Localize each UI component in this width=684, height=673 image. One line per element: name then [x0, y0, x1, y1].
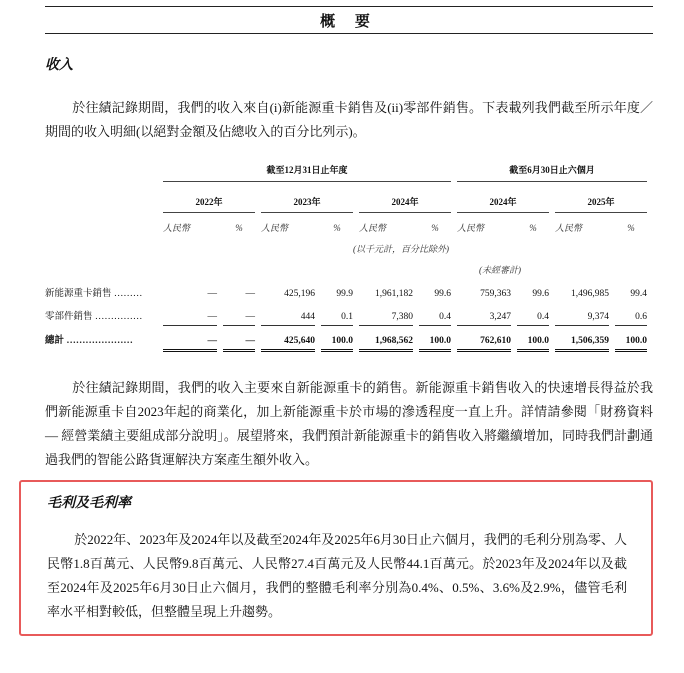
table-cell: 100.0	[419, 335, 451, 352]
income-heading: 收入	[45, 58, 73, 73]
table-cell: 1,968,562	[359, 335, 413, 352]
column-header-rmb: 人民幣	[555, 223, 583, 233]
table-cell: 444	[261, 311, 315, 326]
group-half-header: 截至6月30日止六個月	[457, 164, 647, 182]
table-cell: 99.6	[532, 289, 549, 299]
table-cell: 99.9	[336, 289, 353, 299]
column-header-pct: %	[431, 223, 439, 233]
column-header-rmb: 人民幣	[359, 223, 387, 233]
row-label: 零部件銷售 ……………	[45, 312, 143, 322]
table-cell: 0.4	[517, 311, 549, 326]
table-cell: 9,374	[555, 311, 609, 326]
table-cell: —	[207, 289, 217, 299]
table-cell: 759,363	[480, 289, 511, 299]
column-header-pct: %	[333, 223, 341, 233]
table-cell: 425,640	[261, 335, 315, 352]
group-year-header: 截至12月31日止年度	[163, 164, 451, 182]
table-cell: —	[163, 311, 217, 326]
column-header-rmb: 人民幣	[457, 223, 485, 233]
column-header-rmb: 人民幣	[163, 223, 191, 233]
table-cell: 100.0	[615, 335, 647, 352]
table-cell: —	[245, 289, 255, 299]
income-discussion: 於往績記錄期間，我們的收入主要來自新能源重卡的銷售。新能源重卡銷售收入的快速增長得益於我們新能源重卡自2023年起的商業化，加上新能源重卡於市場的滲透程度一直上升。詳情請參閱「財務資料 — 經營業績主要組成部分說明」。展望將來，我們預計新能源重卡的銷售收入將繼續增加，同時我們計劃通過我們的智能公路貨運解決方案產生額外收入。	[45, 380, 653, 467]
table-cell: 0.6	[615, 311, 647, 326]
revenue-table	[45, 164, 653, 364]
column-header-pct: %	[529, 223, 537, 233]
table-cell: 7,380	[359, 311, 413, 326]
table-cell: 99.6	[434, 289, 451, 299]
period-header: 2024年	[457, 196, 549, 213]
table-cell: 762,610	[457, 335, 511, 352]
table-cell: —	[223, 311, 255, 326]
table-cell: 1,496,985	[571, 289, 609, 299]
period-header: 2024年	[359, 196, 451, 213]
page-title: 概 要	[45, 6, 653, 34]
period-header: 2025年	[555, 196, 647, 213]
table-cell: 425,196	[284, 289, 315, 299]
table-cell: 0.1	[321, 311, 353, 326]
highlight-box	[19, 480, 653, 636]
column-header-pct: %	[235, 223, 243, 233]
table-cell: 1,961,182	[375, 289, 413, 299]
table-cell: 0.4	[419, 311, 451, 326]
unaudited-note: (未經審計)	[479, 265, 521, 275]
table-cell: —	[223, 335, 255, 352]
row-label: 總計 …………………	[45, 336, 133, 346]
period-header: 2022年	[163, 196, 255, 213]
table-cell: 99.4	[630, 289, 647, 299]
table-cell: 100.0	[517, 335, 549, 352]
unit-note: (以千元計，百分比除外)	[353, 244, 449, 254]
column-header-pct: %	[627, 223, 635, 233]
table-cell: 100.0	[321, 335, 353, 352]
table-cell: 1,506,359	[555, 335, 609, 352]
period-header: 2023年	[261, 196, 353, 213]
gross-profit-heading: 毛利及毛利率	[47, 496, 131, 511]
income-intro: 於往績記錄期間，我們的收入來自(i)新能源重卡銷售及(ii)零部件銷售。下表載列我們截至所示年度／期間的收入明細(以絕對金額及佔總收入的百分比列示)。	[45, 100, 653, 139]
column-header-rmb: 人民幣	[261, 223, 289, 233]
gross-profit-text: 於2022年、2023年及2024年以及截至2024年及2025年6月30日止六個月，我們的毛利分別為零、人民幣1.8百萬元、人民幣9.8百萬元、人民幣27.4百萬元及人民幣44.1百萬元。於2023年及2024年以及截至2024年及2025年6月30日止六個月，我們的整體毛利率分別為0.4%、0.5%、3.6%及2.9%，儘管毛利率水平相對較低，但整體呈現上升趨勢。	[47, 532, 627, 619]
table-cell: —	[163, 335, 217, 352]
table-cell: 3,247	[457, 311, 511, 326]
row-label: 新能源重卡銷售 ………	[45, 289, 143, 299]
